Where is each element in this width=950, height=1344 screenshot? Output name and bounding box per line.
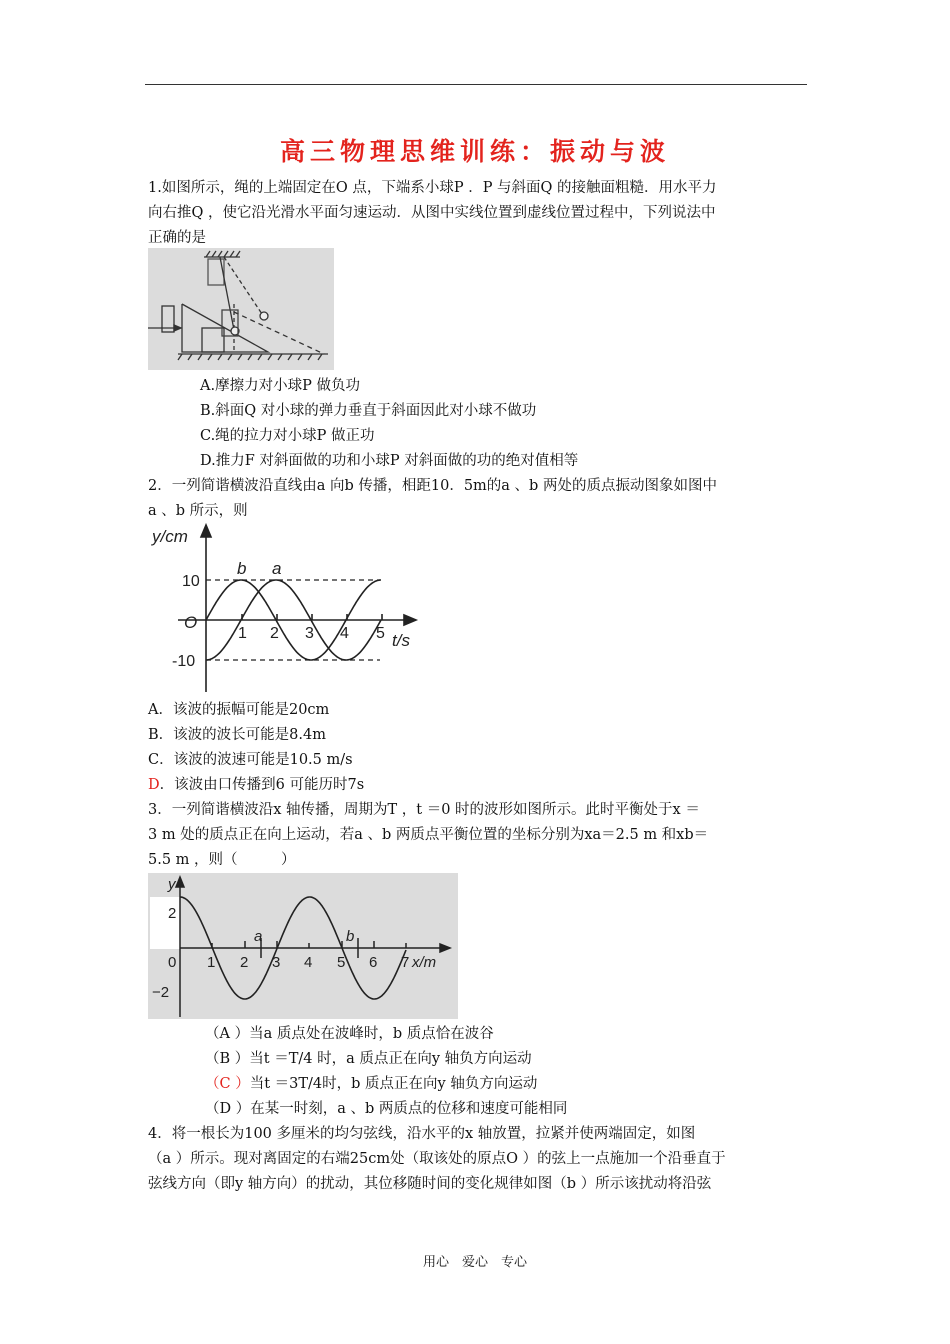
q2-curve-label-a: a [272,559,282,578]
q2-y-axis-label: y/cm [152,527,188,546]
q2-text-line: a 、b 所示，则 [148,503,248,519]
q2-xtick: 4 [340,625,349,642]
page-footer: 用心 爱心 专心 [422,1255,527,1270]
q3-xtick: 7 [401,954,410,971]
q4-text-line: （a ）所示。现对离固定的右端25cm处（取该处的原点O ）的弦上一点施加一个沿垂直于 [148,1151,726,1167]
q3-x-axis-label: x/m [412,954,437,971]
q2-origin-label: O [184,613,198,632]
q3-ytick: 2 [168,905,177,922]
q2-text-line: 2．一列简谐横波沿直线由a 向b 传播，相距10．5m的a 、b 两处的质点振动图象如图中 [148,478,717,494]
q3-xtick: 6 [369,954,378,971]
q2-xtick: 3 [305,625,314,642]
q3-option-c: （C ）当t ＝3T/4时，b 质点正在向y 轴负方向运动 [205,1076,538,1092]
q3-waveform-graph [148,873,458,1019]
q3-text-line: 5.5 m ，则（ ） [148,852,296,868]
q3-xtick: 1 [207,954,216,971]
q3-text-line: 3 m 处的质点正在向上运动，若a 、b 两质点平衡位置的坐标分别为xa＝2.5 m 和xb＝ [148,827,709,843]
q2-xtick: 1 [238,625,247,642]
q2-xtick: 5 [376,625,385,642]
q2-ytick: -10 [172,653,196,670]
q1-text-line: 向右推Q ，使它沿光滑水平面匀速运动．从图中实线位置到虚线位置过程中，下列说法中 [148,205,716,221]
q1-text-line: 正确的是 [148,230,206,246]
q2-x-axis-label: t/s [392,631,410,650]
q3-text-line: 3．一列简谐横波沿x 轴传播，周期为T ，t ＝0 时的波形如图所示。此时平衡处于x ＝ [148,802,700,818]
q3-xtick: 2 [240,954,249,971]
q1-option-d: D.推力F 对斜面做的功和小球P 对斜面做的功的绝对值相等 [200,453,579,469]
q2-ytick: 10 [182,573,200,590]
q3-y-axis-label: y [168,876,176,893]
answer-marker: （C ） [205,1076,250,1092]
answer-marker: D [148,777,160,793]
q3-point-label-a: a [254,928,263,945]
page-title: 高三物理思维训练：振动与波 [279,137,670,166]
q1-text-line: 1.如图所示，绳的上端固定在O 点，下端系小球P ．P 与斜面Q 的接触面粗糙．用水平力 [148,180,717,196]
q2-option-d: D．该波由口传播到6 可能历时7s [148,777,365,793]
q1-option-c: C.绳的拉力对小球P 做正功 [200,428,375,444]
q3-point-label-b: b [346,928,355,945]
q1-incline-figure [148,248,334,370]
q1-option-b: B.斜面Q 对小球的弹力垂直于斜面因此对小球不做功 [200,403,537,419]
q2-option-c: C．该波的波速可能是10.5 m/s [148,752,353,768]
q2-vibration-graph [148,522,420,694]
q4-text-line: 4．将一根长为100 多厘米的均匀弦线，沿水平的x 轴放置，拉紧并使两端固定，如图 [148,1126,696,1142]
q3-xtick: 4 [304,954,313,971]
q4-text-line: 弦线方向（即y 轴方向）的扰动，其位移随时间的变化规律如图（b ）所示该扰动将沿弦 [148,1176,712,1192]
q1-option-a: A.摩擦力对小球P 做负功 [200,378,360,394]
q3-xtick: 5 [337,954,346,971]
q3-ytick: −2 [152,984,170,1001]
q2-option-a: A．该波的振幅可能是20cm [148,702,330,718]
q3-option-d: （D ）在某一时刻，a 、b 两质点的位移和速度可能相同 [205,1101,568,1117]
q3-xtick: 3 [272,954,281,971]
q2-xtick: 2 [270,625,279,642]
q3-origin-label: 0 [168,954,177,971]
header-rule [145,84,807,85]
q2-option-b: B．该波的波长可能是8.4m [148,727,326,743]
q3-option-a: （A ）当a 质点处在波峰时，b 质点恰在波谷 [205,1026,494,1042]
q2-curve-label-b: b [237,559,247,578]
q3-option-b: （B ）当t ＝T/4 时，a 质点正在向y 轴负方向运动 [205,1051,532,1067]
